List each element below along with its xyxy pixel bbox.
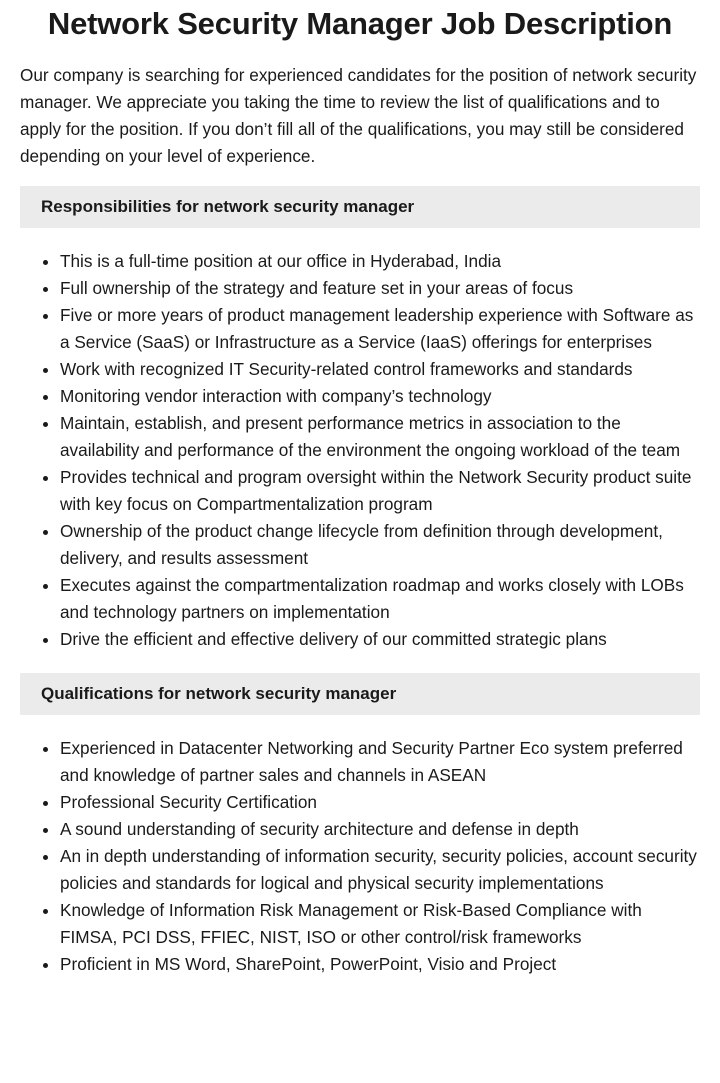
list-item: • Maintain, establish, and present performance metrics in association to the availability and performance of the environment the ongoing workload of the team — [60, 410, 700, 464]
list-item: • Drive the efficient and effective delivery of our committed strategic plans — [60, 626, 700, 653]
list-item: • Proficient in MS Word, SharePoint, PowerPoint, Visio and Project — [60, 951, 700, 978]
responsibilities-list — [20, 248, 700, 653]
list-item: • Knowledge of Information Risk Management or Risk-Based Compliance with FIMSA, PCI DSS, FFIEC, NIST, ISO or other control/risk frameworks — [60, 897, 700, 951]
list-item: • Experienced in Datacenter Networking and Security Partner Eco system preferred and knowledge of partner sales and channels in ASEAN — [60, 735, 700, 789]
list-item: • Work with recognized IT Security-related control frameworks and standards — [60, 356, 700, 383]
list-item: • Ownership of the product change lifecycle from definition through development, delivery, and results assessment — [60, 518, 700, 572]
qualifications-list — [20, 735, 700, 978]
list-item: • Five or more years of product management leadership experience with Software as a Service (SaaS) or Infrastructure as a Service (IaaS) offerings for enterprises — [60, 302, 700, 356]
list-item: • Professional Security Certification — [60, 789, 700, 816]
list-item: • Monitoring vendor interaction with company’s technology — [60, 383, 700, 410]
intro-paragraph: Our company is searching for experienced candidates for the position of network security manager. We appreciate you taking the time to review the list of qualifications and to apply for the position. If you don’t fill all of the qualifications, you may still be considered depending on your level of experience. — [20, 65, 697, 166]
page-title: Network Security Manager Job Description — [47, 6, 673, 41]
list-item: • A sound understanding of security architecture and defense in depth — [60, 816, 700, 843]
list-item: • Full ownership of the strategy and feature set in your areas of focus — [60, 275, 700, 302]
responsibilities-heading: Responsibilities for network security manager — [20, 186, 700, 228]
list-item: • Executes against the compartmentalization roadmap and works closely with LOBs and technology partners on implementation — [60, 572, 700, 626]
list-item: • This is a full-time position at our office in Hyderabad, India — [60, 248, 700, 275]
qualifications-heading: Qualifications for network security manager — [20, 673, 700, 715]
list-item: • An in depth understanding of information security, security policies, account security policies and standards for logical and physical security implementations — [60, 843, 700, 897]
list-item: • Provides technical and program oversight within the Network Security product suite with key focus on Compartmentalization program — [60, 464, 700, 518]
